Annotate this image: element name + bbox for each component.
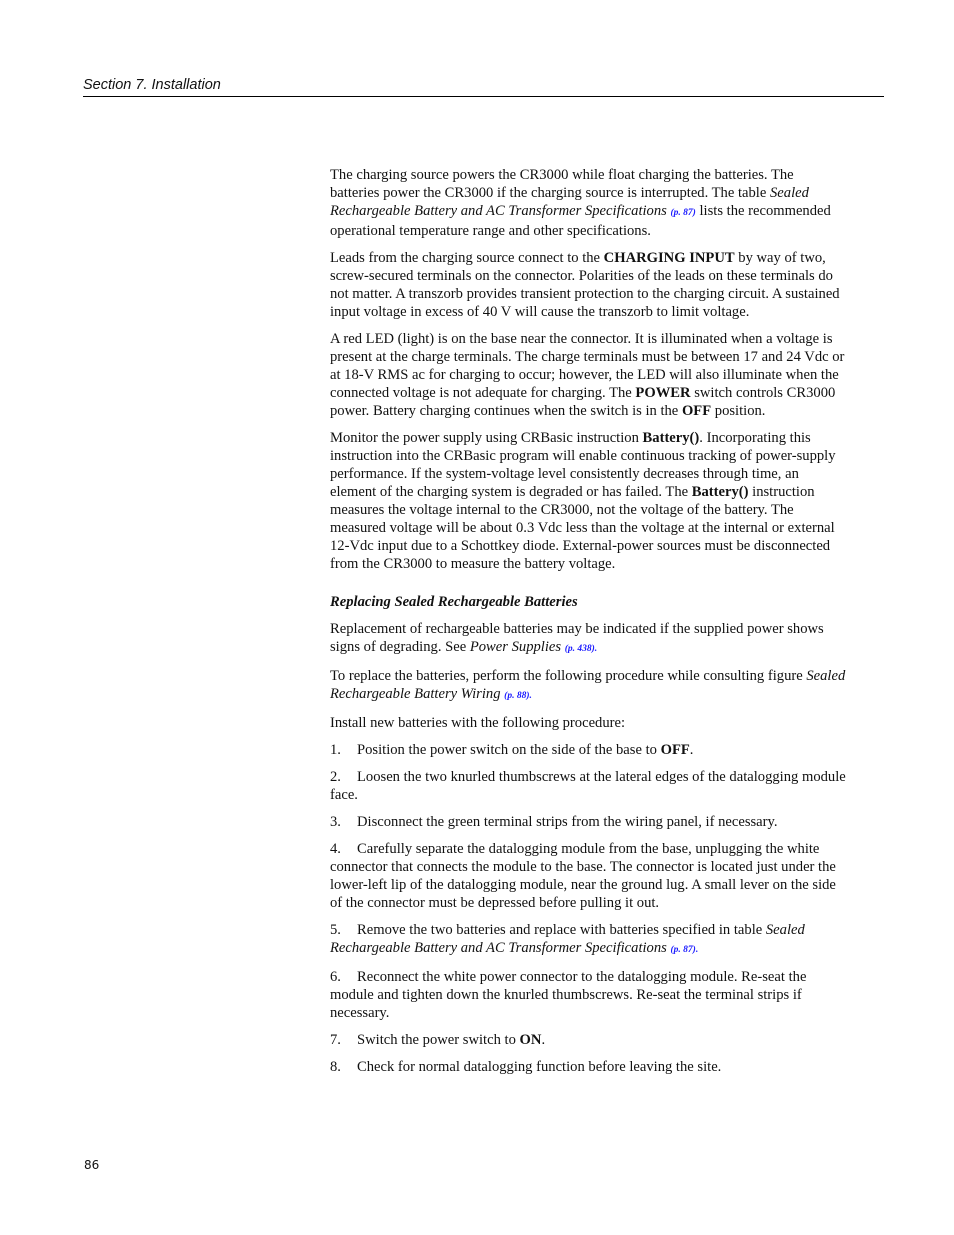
- paragraph-red-led: A red LED (light) is on the base near the connector. It is illuminated when a voltage is present at the charge terminals. The charge terminals must be between 17 and 24 Vdc or at 18-V RMS ac for charging to occur; however, the LED will also illuminate when the connected voltage is not adequate for charging. The POWER switch controls CR3000 power. Battery charging continues when the switch is in the OFF position.: [330, 331, 845, 419]
- table-link-battery-specs[interactable]: Sealed Rechargeable Battery and AC Transformer Specifications: [330, 185, 809, 219]
- running-header: [83, 76, 884, 97]
- page-ref-link[interactable]: (p. 87).: [670, 945, 699, 955]
- list-item-step-4: 4. Carefully separate the datalogging module from the base, unplugging the white connector that connects the module to the base. The connector is located just under the lower-left lip of the datalogging module, near the ground lug. A small lever on the side of the connector must be depressed before pulling it out.: [330, 841, 836, 911]
- page-ref-link[interactable]: (p. 438).: [564, 644, 598, 654]
- page-ref-link[interactable]: (p. 87): [670, 208, 696, 218]
- section-title: Section 7. Installation: [83, 77, 221, 93]
- list-item-step-2: 2. Loosen the two knurled thumbscrews at the lateral edges of the datalogging module face.: [330, 769, 846, 803]
- table-link-battery-specs[interactable]: Sealed Rechargeable Battery and AC Transformer Specifications: [330, 922, 805, 956]
- link-battery-wiring[interactable]: Sealed Rechargeable Battery Wiring: [330, 668, 846, 702]
- paragraph-replacement: Replacement of rechargeable batteries may be indicated if the supplied power shows signs of degrading. See Power Supplies (p. 438).: [330, 621, 824, 655]
- page-ref-link[interactable]: (p. 88).: [504, 691, 532, 701]
- page-number: 86: [84, 1158, 100, 1172]
- list-item-step-6: 6. Reconnect the white power connector to the datalogging module. Re-seat the module and tighten down the knurled thumbscrews. Re-seat the terminal strips if necessary.: [330, 969, 807, 1021]
- list-item-step-8: 8. Check for normal datalogging function before leaving the site.: [330, 1059, 722, 1075]
- paragraph-install-intro: Install new batteries with the following procedure:: [330, 715, 626, 731]
- link-power-supplies[interactable]: Power Supplies: [469, 639, 562, 655]
- paragraph-battery-instruction: Monitor the power supply using CRBasic instruction Battery(). Incorporating this instruction into the CRBasic program will enable continuous tracking of power-supply performance. If the system-voltage level consistently decreases through time, an element of the charging system is degraded or has failed. The Battery() instruction measures the voltage internal to the CR3000, not the voltage of the battery. The measured voltage will be about 0.3 Vdc less than the voltage at the internal or external 12-Vdc input due to a Schottkey diode. External-power sources must be disconnected from the CR3000 to measure the battery voltage.: [330, 430, 836, 572]
- paragraph-charging-source: The charging source powers the CR3000 while float charging the batteries. The batteries power the CR3000 if the charging source is interrupted. The table Sealed Rechargeable Battery and AC Transformer Specifications (p. 87) lists the recommended operational temperature range and other specifications.: [330, 167, 831, 239]
- list-item-step-3: 3. Disconnect the green terminal strips from the wiring panel, if necessary.: [330, 814, 778, 830]
- paragraph-charging-input: Leads from the charging source connect to the CHARGING INPUT by way of two, screw-secured terminals on the connector. Polarities of the leads on these terminals do not matter. A transzorb provides transient protection to the charging circuit. A sustained input voltage in excess of 40 V will cause the transzorb to limit voltage.: [330, 250, 840, 320]
- subheading-replacing-batteries: Replacing Sealed Rechargeable Batteries: [330, 594, 578, 610]
- page-body: [330, 166, 846, 1085]
- list-item-step-1: 1. Position the power switch on the side of the base to OFF.: [330, 742, 694, 758]
- list-item-step-5: 5. Remove the two batteries and replace with batteries specified in table Sealed Rechargeable Battery and AC Transformer Specifications (p. 87).: [330, 922, 805, 956]
- list-item-step-7: 7. Switch the power switch to ON.: [330, 1032, 546, 1048]
- paragraph-procedure-intro: To replace the batteries, perform the following procedure while consulting figure Sealed Rechargeable Battery Wiring (p. 88).: [330, 668, 846, 702]
